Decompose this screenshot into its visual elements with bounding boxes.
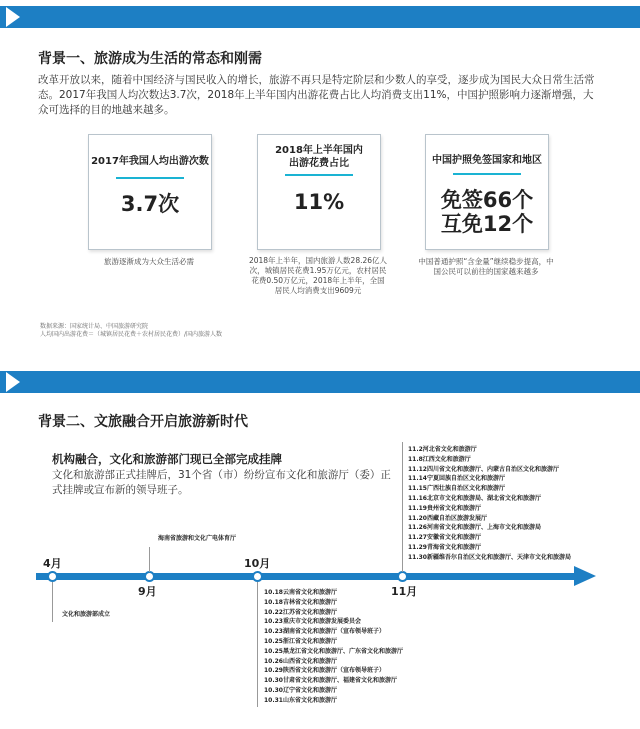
list-item: 11.20西藏自治区旅游发展厅 <box>408 514 487 522</box>
oct-event-list <box>264 588 403 706</box>
section1-heading: 背景一、旅游成为生活的常态和刚需 <box>38 51 262 67</box>
card-divider <box>285 174 353 176</box>
section2-banner <box>0 371 640 393</box>
list-item: 11.14宁夏回族自治区文化和旅游厅 <box>408 475 505 483</box>
timeline-bar <box>36 573 576 580</box>
list-item: 11.29青海省文化和旅游厅 <box>408 543 481 551</box>
card-note-visa-free: 中国普通护照“含金量”继续稳步提高，中国公民可以前往的国家越来越多 <box>418 257 554 276</box>
card-note-spending: 2018年上半年，国内旅游人数28.26亿人次，城镇居民花费1.95万亿元，农村居民花费0.50万亿元，2018年上半年，全国居民人均消费支出9609元 <box>248 256 388 295</box>
connector-nov <box>402 442 403 572</box>
section2-text: 文化和旅游部正式挂牌后，31个省（市）纷纷宣布文化和旅游厅（委）正式挂牌或宣布新的领导班子。 <box>52 469 391 496</box>
card-divider <box>116 177 184 179</box>
timeline-dot-oct <box>252 571 263 582</box>
list-item: 11.8江西文化和旅游厅 <box>408 455 471 463</box>
list-item: 10.23重庆市文化和旅游发展委员会 <box>264 618 361 626</box>
list-item: 10.26山西省文化和旅游厅 <box>264 657 337 665</box>
stat-card-spending <box>257 134 381 250</box>
card-note-trips: 旅游逐渐成为大众生活必需 <box>104 257 194 266</box>
card-title: 2017年我国人均出游次数 <box>91 156 209 167</box>
list-item: 10.18云南省文化和旅游厅 <box>264 589 337 596</box>
list-item: 10.18吉林省文化和旅游厅 <box>264 598 337 606</box>
nov-event-list <box>408 445 571 563</box>
month-label-apr: 4月 <box>43 557 62 570</box>
month-label-sep: 9月 <box>138 585 157 598</box>
timeline-arrow-icon <box>574 566 596 586</box>
list-item: 10.30辽宁省文化和旅游厅 <box>264 686 337 694</box>
stat-card-visa-free <box>425 134 549 250</box>
timeline-dot-apr <box>47 571 58 582</box>
list-item: 10.31山东省文化和旅游厅 <box>264 696 337 704</box>
card-value-visa-free: 免签66个 <box>440 188 534 212</box>
timeline-dot-nov <box>397 571 408 582</box>
stat-card-trips <box>88 134 212 250</box>
card-value: 3.7次 <box>120 192 180 216</box>
section2-heading: 背景二、文旅融合开启旅游新时代 <box>38 414 248 430</box>
card-value: 11% <box>293 190 345 214</box>
list-item: 11.16北京市文化和旅游局、湖北省文化和旅游厅 <box>408 494 541 502</box>
list-item: 11.27安徽省文化和旅游厅 <box>408 534 481 542</box>
event-apr: 文化和旅游部成立 <box>62 611 111 618</box>
list-item: 11.26河南省文化和旅游厅、上海市文化和旅游局 <box>408 524 541 532</box>
source-line: 数据来源：国家统计局、中国旅游研究院 <box>40 323 149 330</box>
list-item: 10.29陕西省文化和旅游厅（宣布领导班子） <box>264 667 385 675</box>
list-item: 10.23湖南省文化和旅游厅（宣布领导班子） <box>264 628 385 636</box>
section1-banner <box>0 6 640 28</box>
section1-intro: 改革开放以来，随着中国经济与国民收入的增长，旅游不再只是特定阶层和少数人的享受，逐步成为国民大众日常生活常态。2017年我国人均次数达3.7次，2018年上半年国内出游花费占比人均消费支出11%，中国护照影响力逐渐增强，大众可选择的目的地越来越多。 <box>38 74 595 116</box>
connector-oct <box>257 582 258 707</box>
card-divider <box>453 173 521 175</box>
card-value-mutual: 互免12个 <box>440 212 534 236</box>
timeline-dot-sep <box>144 571 155 582</box>
card-title: 2018年上半年国内出游花费占比 <box>275 145 363 169</box>
list-item: 11.12四川省文化和旅游厅、内蒙古自治区文化和旅游厅 <box>408 465 559 473</box>
list-item: 11.2河北省文化和旅游厅 <box>408 446 477 453</box>
connector-sep <box>149 547 150 572</box>
card-title: 中国护照免签国家和地区 <box>432 155 542 166</box>
list-item: 10.25浙江省文化和旅游厅 <box>264 637 337 645</box>
month-label-oct: 10月 <box>244 557 271 570</box>
list-item: 11.15广西壮族自治区文化和旅游厅 <box>408 485 505 493</box>
list-item: 11.19贵州省文化和旅游厅 <box>408 504 481 512</box>
connector-apr <box>52 582 53 622</box>
month-label-nov: 11月 <box>391 585 418 598</box>
list-item: 10.25黑龙江省文化和旅游厅、广东省文化和旅游厅 <box>264 647 403 655</box>
section2-subheading: 机构融合，文化和旅游部门现已全部完成挂牌 <box>52 452 282 466</box>
banner-arrow-icon <box>6 372 20 392</box>
source-formula: 人均国内出游花费＝（城镇居民花费＋农村居民花费）/国内旅游人数 <box>40 331 223 338</box>
banner-arrow-icon <box>6 7 20 27</box>
list-item: 11.30新疆维吾尔自治区文化和旅游厅、天津市文化和旅游局 <box>408 553 571 561</box>
list-item: 10.30甘肃省文化和旅游厅、福建省文化和旅游厅 <box>264 677 397 685</box>
list-item: 10.22江苏省文化和旅游厅 <box>264 608 337 616</box>
event-sep: 海南省旅游和文化广电体育厅 <box>158 535 237 542</box>
